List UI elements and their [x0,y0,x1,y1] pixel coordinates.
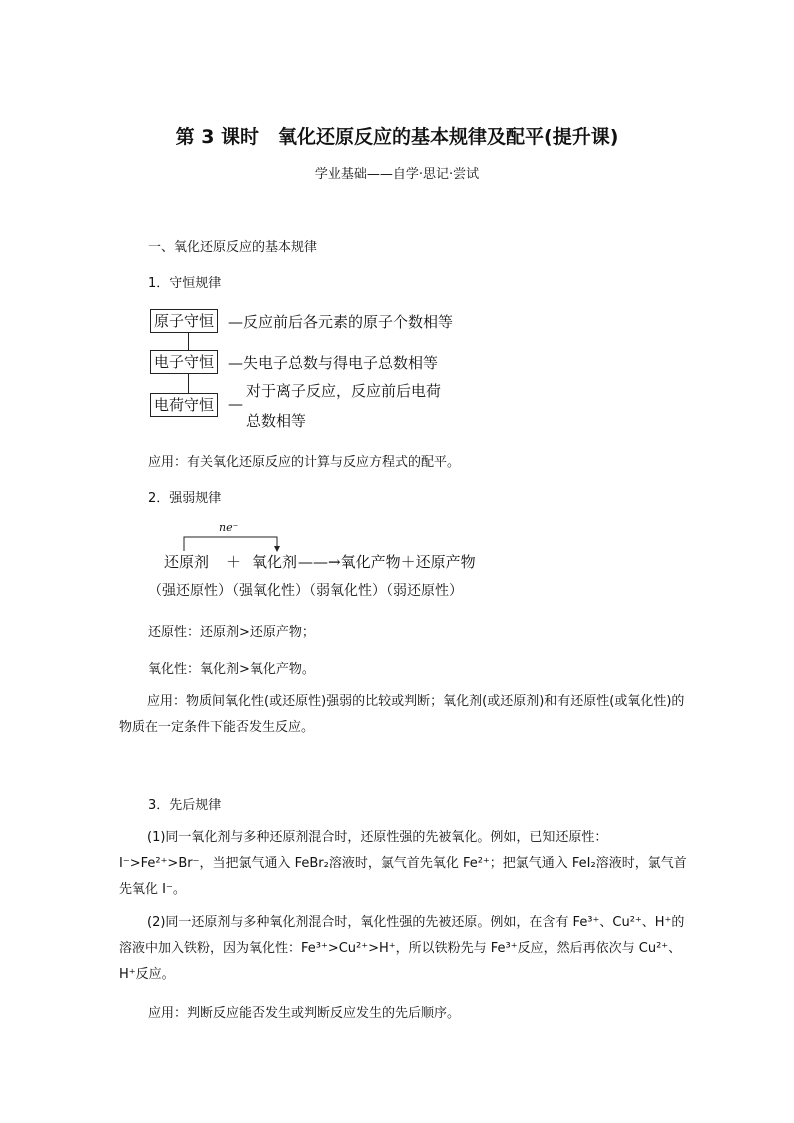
rule-3-2: (2)同一还原剂与多种氧化剂混合时，氧化性强的先被还原。例如，在含有 Fe³⁺、Cu²⁺、H⁺的溶液中加入铁粉，因为氧化性：Fe³⁺>Cu²⁺>H⁺，所以铁粉先与 Fe³⁺反应，然后再依次与 Cu²⁺、H⁺反应。 [119,915,685,982]
oxidizability-comparison: 氧化性：氧化剂>氧化产物。 [148,662,315,677]
oxidizing-agent: 氧化剂 [252,553,298,571]
section-heading: 一、氧化还原反应的基本规律 [148,240,318,255]
page-subtitle: 学业基础——自学·思记·尝试 [314,167,480,182]
reducibility-comparison: 还原性：还原剂>还原产物； [148,625,315,640]
plus-sign: ＋ [226,553,242,571]
rule-3-1: (1)同一氧化剂与多种还原剂混合时，还原性强的先被氧化。例如，已知还原性：I⁻>Fe²⁺>Br⁻，当把氯气通入 FeBr₂溶液时，氯气首先氧化 Fe²⁺；把氯气通入 FeI₂溶液时，氯气首先氧化 I⁻。 [119,830,687,897]
subsection-strength: 2．强弱规律 [148,491,222,506]
charge-conservation-desc-2: 总数相等 [246,412,307,430]
atom-conservation-desc: —反应前后各元素的原子个数相等 [228,313,454,331]
connector-line [188,333,189,351]
charge-conservation-dash: — [228,395,243,413]
subsection-conservation: 1．守恒规律 [148,276,222,291]
atom-conservation-box: 原子守恒 [150,309,218,333]
page-title: 第 3 课时 氧化还原反应的基本规律及配平(提升课) [175,126,619,148]
charge-conservation-desc-1: 对于离子反应，反应前后电荷 [246,382,442,400]
reaction-products: ——→氧化产物＋还原产物 [298,553,476,571]
electron-conservation-desc: —失电子总数与得电子总数相等 [228,354,439,372]
connector-line [188,374,189,394]
ne-label: ne⁻ [219,521,239,534]
electron-conservation-box: 电子守恒 [150,350,218,374]
application-3: 应用：判断反应能否发生或判断反应发生的先后顺序。 [148,1006,461,1021]
application-1: 应用：有关氧化还原反应的计算与反应方程式的配平。 [148,455,461,470]
reducing-agent: 还原剂 [164,553,210,571]
charge-conservation-box: 电荷守恒 [150,393,218,417]
subsection-order: 3．先后规律 [148,798,222,813]
property-labels: （强还原性）（强氧化性）（弱氧化性）（弱还原性） [148,583,463,599]
application-2: 应用：物质间氧化性(或还原性)强弱的比较或判断；氧化剂(或还原剂)和有还原性(或氧化性)的物质在一定条件下能否发生反应。 [119,694,685,735]
